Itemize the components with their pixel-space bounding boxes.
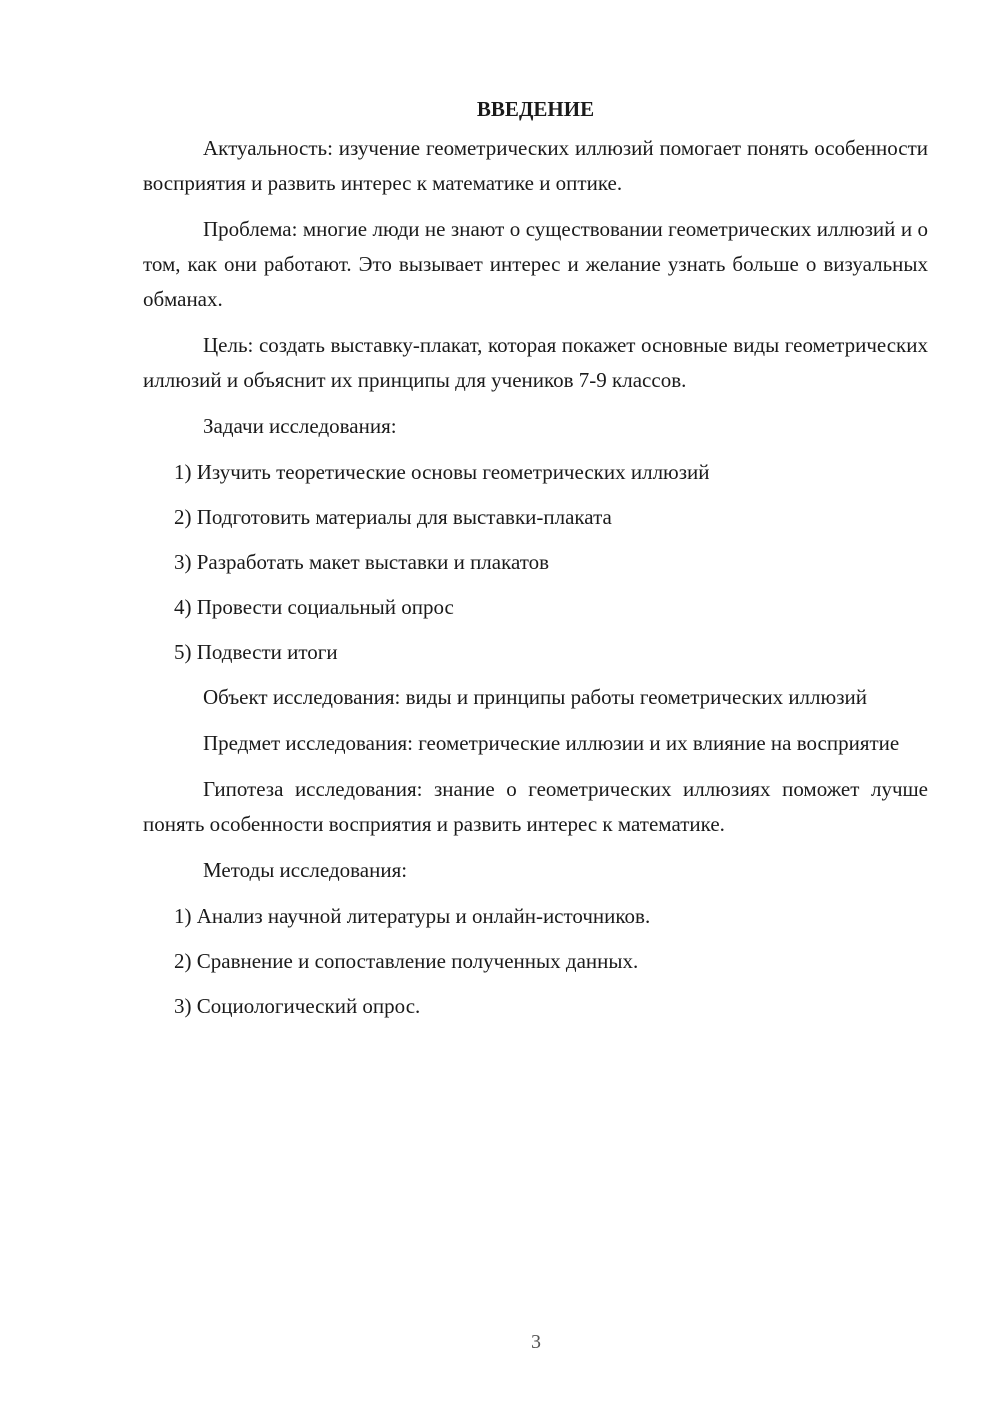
list-item: 5) Подвести итоги: [174, 640, 338, 664]
list-item: 4) Провести социальный опрос: [174, 595, 454, 619]
methods-heading: Методы исследования:: [203, 858, 408, 882]
page-title: ВВЕДЕНИЕ: [476, 97, 595, 121]
list-item: 3) Разработать макет выставки и плакатов: [174, 550, 550, 574]
list-item: 1) Анализ научной литературы и онлайн-источников.: [174, 904, 651, 928]
tasks-heading: Задачи исследования:: [203, 414, 397, 438]
list-item: 3) Социологический опрос.: [174, 994, 421, 1018]
problem-paragraph: Проблема: многие люди не знают о существовании геометрических иллюзий и о том, как они работают. Это вызывает интерес и желание узнать больше о визуальных обманах.: [143, 217, 928, 311]
goal-paragraph: Цель: создать выставку-плакат, которая покажет основные виды геометрических иллюзий и объяснит их принципы для учеников 7-9 классов.: [143, 333, 928, 392]
page-number: 3: [531, 1331, 541, 1353]
methods-list: [143, 899, 928, 1024]
document-page: [143, 92, 928, 1034]
list-item: 1) Изучить теоретические основы геометрических иллюзий: [174, 460, 710, 484]
tasks-list: [143, 455, 928, 670]
object-paragraph: Объект исследования: виды и принципы работы геометрических иллюзий: [203, 685, 867, 709]
subject-paragraph: Предмет исследования: геометрические иллюзии и их влияние на восприятие: [203, 731, 900, 755]
list-item: 2) Сравнение и сопоставление полученных данных.: [174, 949, 639, 973]
list-item: 2) Подготовить материалы для выставки-плаката: [174, 505, 612, 529]
relevance-paragraph: Актуальность: изучение геометрических иллюзий помогает понять особенности восприятия и развить интерес к математике и оптике.: [143, 136, 928, 195]
hypothesis-paragraph: Гипотеза исследования: знание о геометрических иллюзиях поможет лучше понять особенности восприятия и развить интерес к математике.: [143, 777, 928, 836]
